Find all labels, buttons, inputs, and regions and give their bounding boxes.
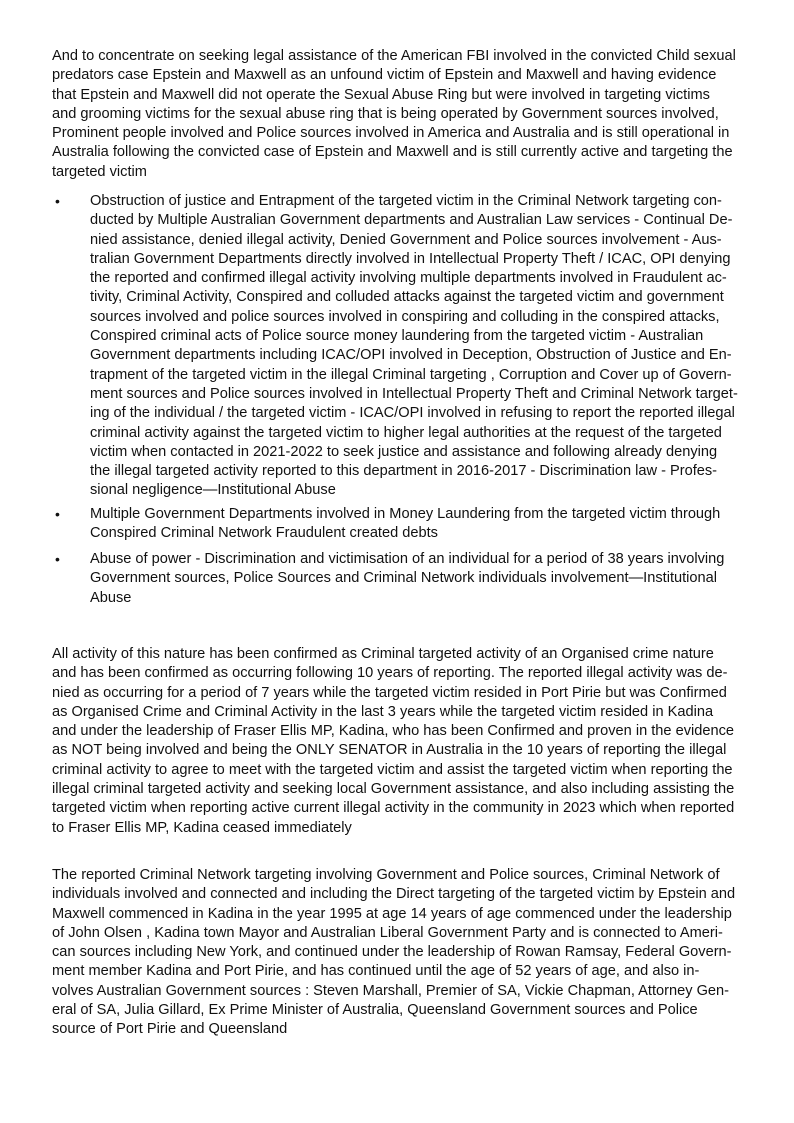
- text-line: can sources including New York, and continued under the leadership of Rowan Ramsay, Federal Govern-: [52, 944, 732, 961]
- text-line: the illegal targeted activity reported to this department in 2016-2017 - Discrimination law - Profes-: [90, 463, 718, 480]
- text-line: to Fraser Ellis MP, Kadina ceased immediately: [52, 819, 352, 836]
- text-line: ing of the individual / the targeted victim - ICAC/OPI involved in refusing to report the reported illegal: [90, 405, 735, 422]
- text-line: And to concentrate on seeking legal assistance of the American FBI involved in the convicted Child sexual: [52, 48, 736, 64]
- text-line: and has been confirmed as occurring following 10 years of reporting. The reported illegal activity was de-: [52, 665, 728, 682]
- text-line: targeted victim when reporting active current illegal activity in the community in 2023 which when reported: [52, 800, 735, 817]
- text-line: Abuse of power - Discrimination and victimisation of an individual for a period of 38 years involving: [90, 551, 725, 567]
- text-line: eral of SA, Julia Gillard, Ex Prime Minister of Australia, Queensland Government sources and Police: [52, 1002, 698, 1019]
- text-line: Abuse: [90, 589, 132, 606]
- paragraph-fbi-assistance: [52, 47, 752, 182]
- bullet-marker: •: [55, 193, 60, 209]
- text-line: nied assistance, denied illegal activity, Denied Government and Police sources involvement - Aus-: [90, 231, 722, 248]
- text-line: predators case Epstein and Maxwell as an unfound victim of Epstein and Maxwell and having evidence: [52, 67, 717, 84]
- text-line: sional negligence—Institutional Abuse: [90, 482, 336, 499]
- text-line: source of Port Pirie and Queensland: [52, 1021, 288, 1038]
- bullet-text: [90, 550, 724, 608]
- text-line: criminal activity to agree to meet with the targeted victim and assist the targeted victim when reporting the: [52, 761, 733, 778]
- text-line: as NOT being involved and being the ONLY SENATOR in Australia in the 10 years of reporting the illegal: [52, 742, 727, 759]
- text-line: victim when contacted in 2021-2022 to seek justice and assistance and following already denying: [90, 443, 718, 460]
- text-line: targeted victim: [52, 163, 147, 180]
- text-line: as Organised Crime and Criminal Activity in the last 3 years while the targeted victim resided in Kadina: [52, 703, 714, 720]
- text-line: individuals involved and connected and including the Direct targeting of the targeted victim by Epstein and: [52, 886, 736, 903]
- bullet-marker: •: [55, 506, 60, 522]
- text-line: tralian Government Departments directly involved in Intellectual Property Theft / ICAC, OPI denying: [90, 250, 731, 267]
- paragraph-confirmed-activity: [52, 645, 752, 838]
- text-line: of John Olsen , Kadina town Mayor and Australian Liberal Government Party and is connected to Ameri-: [52, 924, 723, 941]
- text-line: The reported Criminal Network targeting involving Government and Police sources, Criminal Network of: [52, 867, 720, 883]
- text-line: ment sources and Police sources involved in Intellectual Property Theft and Criminal Network target-: [90, 385, 738, 402]
- text-line: volves Australian Government sources : Steven Marshall, Premier of SA, Vickie Chapman, Attorney Gen-: [52, 982, 730, 999]
- bullet-marker: •: [55, 551, 60, 567]
- text-line: Conspired Criminal Network Fraudulent created debts: [90, 525, 438, 542]
- text-line: Obstruction of justice and Entrapment of the targeted victim in the Criminal Network targeting con-: [90, 193, 722, 209]
- bullet-text: [90, 192, 738, 501]
- paragraph-criminal-network: [52, 866, 752, 1040]
- text-line: Maxwell commenced in Kadina in the year 1995 at age 14 years of age commenced under the leadership: [52, 905, 732, 922]
- text-line: the reported and confirmed illegal activity involving multiple departments involved in Fraudulent ac-: [90, 270, 727, 287]
- text-line: Australia following the convicted case of Epstein and Maxwell and is still currently active and targeting the: [52, 144, 733, 161]
- text-line: Government sources, Police Sources and Criminal Network individuals involvement—Institutional: [90, 570, 717, 587]
- text-line: tivity, Criminal Activity, Conspired and colluded attacks against the targeted victim and government: [90, 289, 724, 306]
- text-line: trapment of the targeted victim in the illegal Criminal targeting , Corruption and Cover up of Govern-: [90, 366, 732, 383]
- text-line: Prominent people involved and Police sources involved in America and Australia and is still operational in: [52, 125, 730, 142]
- text-line: All activity of this nature has been confirmed as Criminal targeted activity of an Organised crime nature: [52, 646, 714, 662]
- text-line: Conspired criminal acts of Police source money laundering from the targeted victim - Australian: [90, 328, 704, 345]
- text-line: ducted by Multiple Australian Government departments and Australian Law services - Continual De-: [90, 212, 733, 229]
- text-line: ment member Kadina and Port Pirie, and has continued until the age of 52 years of age, and also in-: [52, 963, 700, 980]
- text-line: nied as occurring for a period of 7 years while the targeted victim resided in Port Pirie but was Confirmed: [52, 684, 727, 701]
- text-line: that Epstein and Maxwell did not operate the Sexual Abuse Ring but were involved in targeting victims: [52, 86, 710, 103]
- text-line: illegal criminal targeted activity and seeking local Government assistance, and also including assisting the: [52, 781, 735, 798]
- text-line: and grooming victims for the sexual abuse ring that is being operated by Government sources involved,: [52, 105, 719, 122]
- text-line: sources involved and police sources involved in conspiring and colluding in the conspired attacks,: [90, 308, 720, 325]
- text-line: Government departments including ICAC/OPI involved in Deception, Obstruction of Justice and En-: [90, 347, 732, 364]
- text-line: Multiple Government Departments involved in Money Laundering from the targeted victim through: [90, 506, 721, 522]
- text-line: criminal activity against the targeted victim to higher legal authorities at the request of the targeted: [90, 424, 722, 441]
- bullet-text: [90, 505, 720, 544]
- text-line: and under the leadership of Fraser Ellis MP, Kadina, who has been Confirmed and proven in the evidence: [52, 723, 735, 740]
